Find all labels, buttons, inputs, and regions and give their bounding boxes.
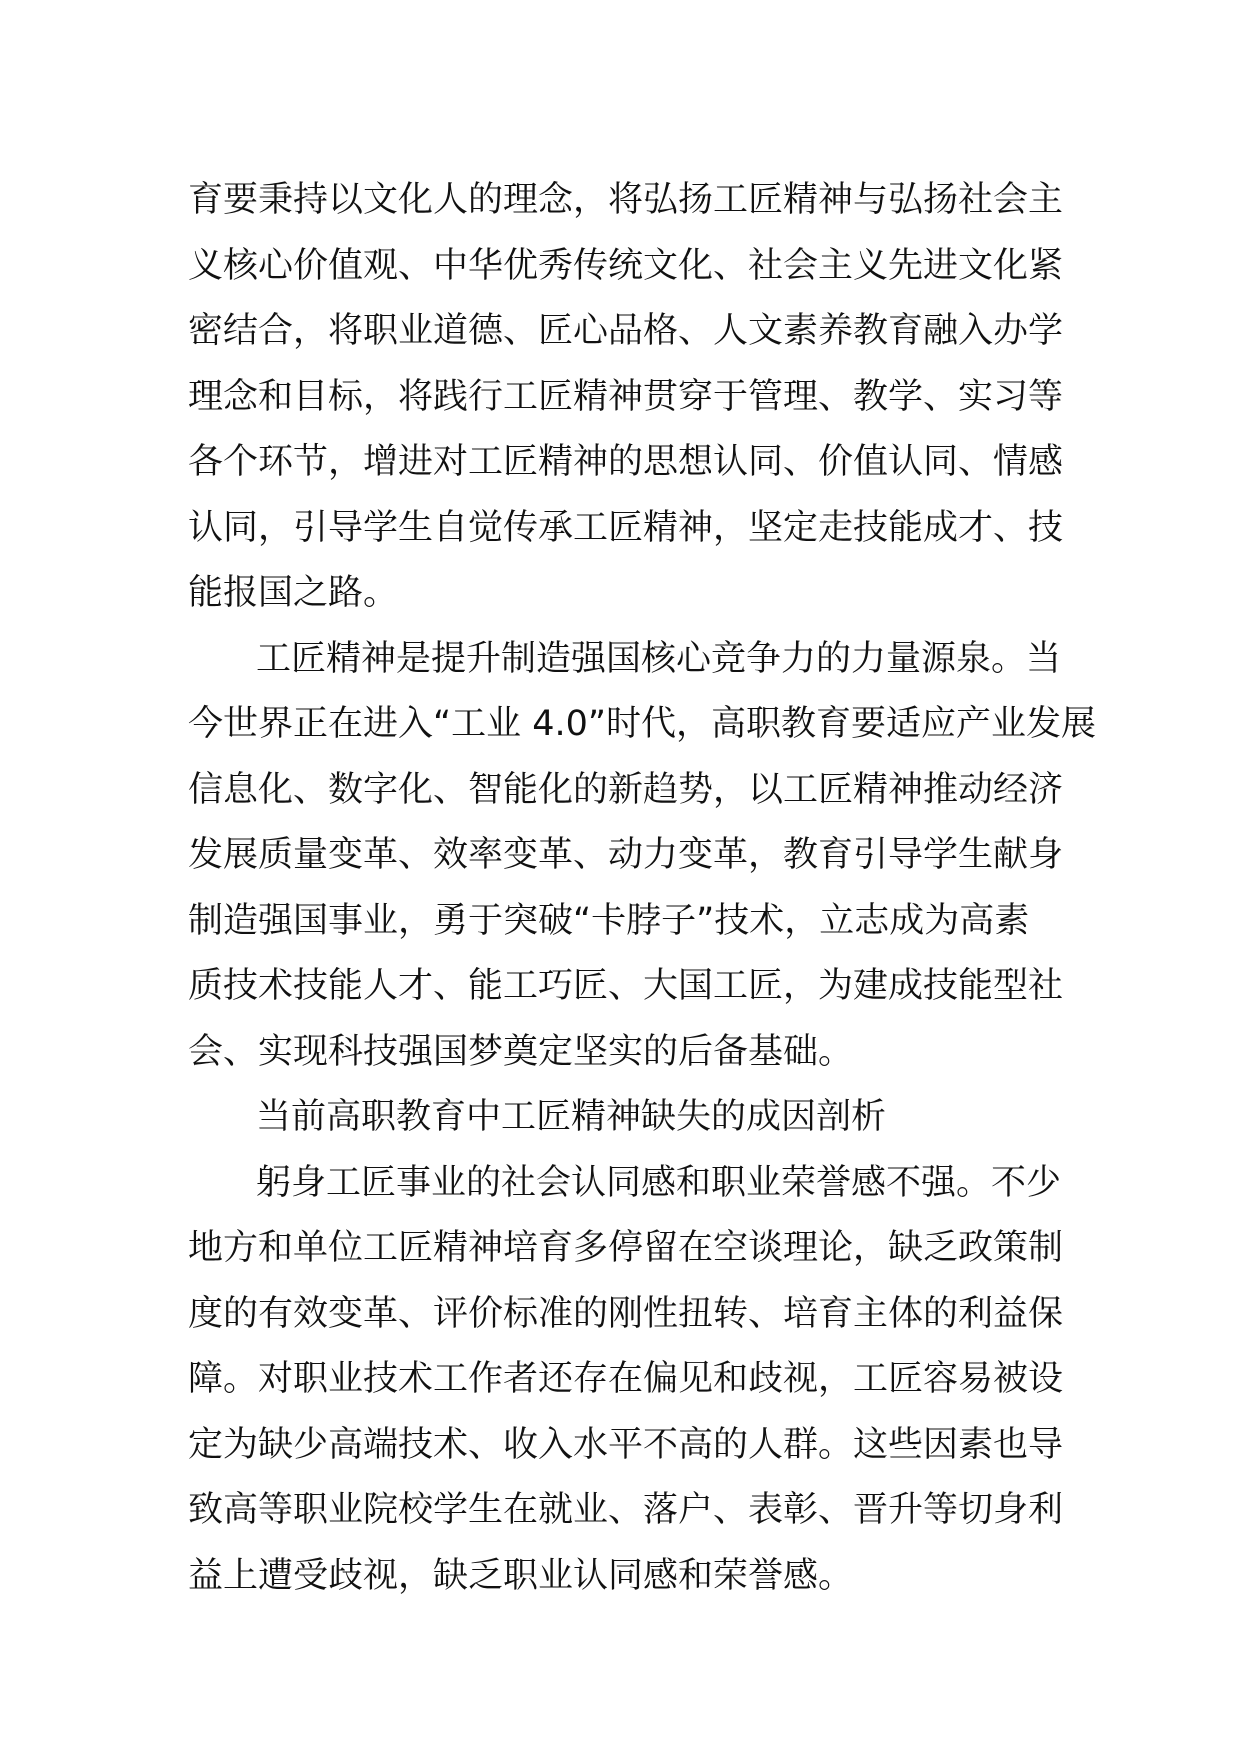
text-line: 度的有效变革、评价标准的刚性扭转、培育主体的利益保 [188, 1293, 1064, 1334]
text-line: 会、实现科技强国梦奠定坚实的后备基础。 [188, 1031, 854, 1072]
text-line: 密结合，将职业道德、匠心品格、人文素养教育融入办学 [188, 311, 1064, 351]
body-text [188, 168, 1097, 1609]
text-line: 致高等职业院校学生在就业、落户、表彰、晋升等切身利 [188, 1490, 1064, 1530]
paragraph-first-line: 工匠精神是提升制造强国核心竞争力的力量源泉。当 [256, 638, 1062, 679]
text-line: 定为缺少高端技术、收入水平不高的人群。这些因素也导 [188, 1424, 1064, 1465]
text-line: 制造强国事业，勇于突破“卡脖子”技术，立志成为高素 [188, 900, 1030, 941]
text-line: 障。对职业技术工作者还存在偏见和歧视，工匠容易被设 [188, 1359, 1064, 1399]
text-line: 益上遭受歧视，缺乏职业认同感和荣誉感。 [188, 1555, 854, 1596]
text-line: 信息化、数字化、智能化的新趋势，以工匠精神推动经济 [188, 769, 1064, 810]
section-heading: 当前高职教育中工匠精神缺失的成因剖析 [256, 1097, 887, 1137]
text-line: 义核心价值观、中华优秀传统文化、社会主义先进文化紧 [188, 245, 1064, 286]
text-line: 各个环节，增进对工匠精神的思想认同、价值认同、情感 [188, 442, 1064, 482]
text-line: 发展质量变革、效率变革、动力变革，教育引导学生献身 [188, 835, 1064, 875]
text-line: 能报国之路。 [188, 573, 399, 613]
text-line: 地方和单位工匠精神培育多停留在空谈理论，缺乏政策制 [188, 1228, 1064, 1268]
text-line: 质技术技能人才、能工巧匠、大国工匠，为建成技能型社 [188, 966, 1064, 1006]
text-line: 今世界正在进入“工业 4.0”时代，高职教育要适应产业发展 [188, 704, 1097, 744]
text-line: 育要秉持以文化人的理念，将弘扬工匠精神与弘扬社会主 [188, 180, 1064, 220]
paragraph-first-line: 躬身工匠事业的社会认同感和职业荣誉感不强。不少 [256, 1162, 1062, 1203]
text-line: 理念和目标，将践行工匠精神贯穿于管理、教学、实习等 [188, 376, 1064, 417]
text-line: 认同，引导学生自觉传承工匠精神，坚定走技能成才、技 [188, 507, 1064, 548]
